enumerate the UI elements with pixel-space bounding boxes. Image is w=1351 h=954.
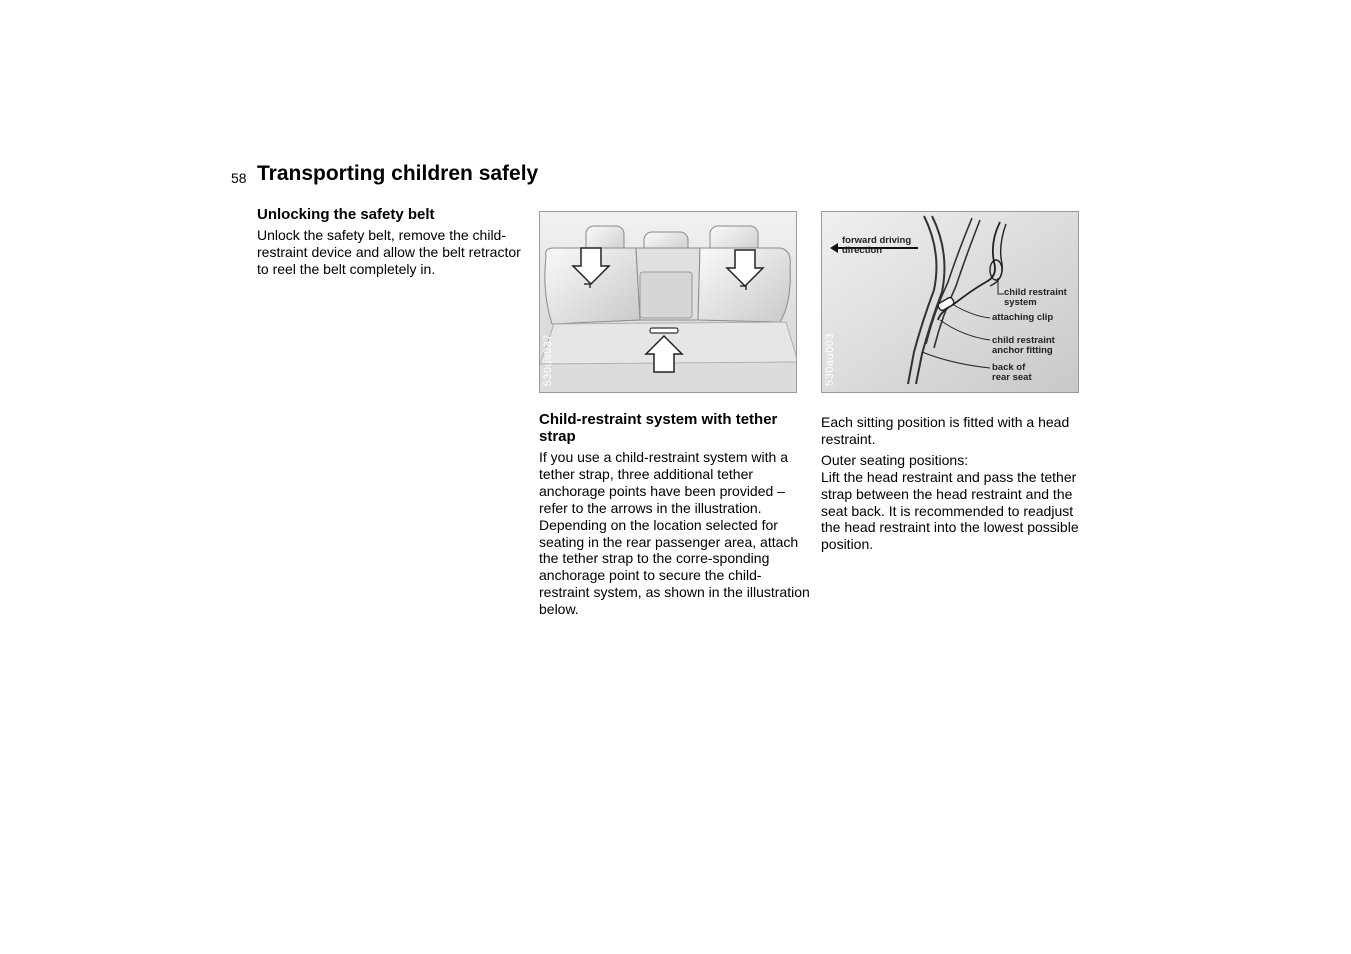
section-head-restraint <box>821 414 1093 557</box>
section-tether-strap <box>539 411 811 622</box>
paragraph: Each sitting position is fitted with a head restraint. <box>821 414 1070 447</box>
page-title: Transporting children safely <box>257 162 539 185</box>
label-child-restraint-system <box>1004 288 1067 308</box>
label-attaching-clip: attaching clip <box>992 312 1054 323</box>
label-back-of-rear-seat <box>992 363 1032 383</box>
section-body: If you use a child-restraint system with a tether strap, three additional tether anchorage points have been provided – refer to the arrows in the illustration. Depending on the location selected for seating in the rear passenger area, attach the tether strap to the corre-sponding anchorage point to secure the child-restraint system, as shown in the illustration below. <box>539 449 810 618</box>
label-line: child restraint <box>1004 287 1067 298</box>
tether-routing-illustration <box>821 211 1079 393</box>
label-line: anchor fitting <box>992 345 1053 356</box>
figure-code: 530us037 <box>542 333 554 386</box>
section-body: Unlock the safety belt, remove the child-restraint device and allow the belt retractor to reel the belt completely in. <box>257 227 521 277</box>
rear-seat-anchorage-illustration <box>539 211 797 393</box>
label-forward-direction <box>842 236 911 256</box>
section-heading: Unlocking the safety belt <box>257 206 435 223</box>
label-line: forward driving <box>842 235 912 246</box>
page-number: 58 <box>231 170 247 186</box>
label-line: system <box>1004 297 1037 308</box>
rear-seat-drawing <box>540 212 797 393</box>
label-anchor-fitting <box>992 336 1055 356</box>
paragraph-body: Lift the head restraint and pass the tether strap between the head restraint and the seat back. It is recommended to readjust the head restraint into the lowest possible position. <box>821 468 1079 553</box>
paragraph <box>821 452 1093 553</box>
paragraph-lead: Outer seating positions: <box>821 451 969 468</box>
label-line: back of <box>992 362 1026 373</box>
label-line: direction <box>842 245 883 256</box>
figure-code: 530au003 <box>824 333 836 386</box>
section-heading: Child-restraint system with tether strap <box>539 411 778 445</box>
label-line: child restraint <box>992 335 1055 346</box>
label-line: rear seat <box>992 372 1032 383</box>
section-unlocking-belt <box>257 206 529 282</box>
